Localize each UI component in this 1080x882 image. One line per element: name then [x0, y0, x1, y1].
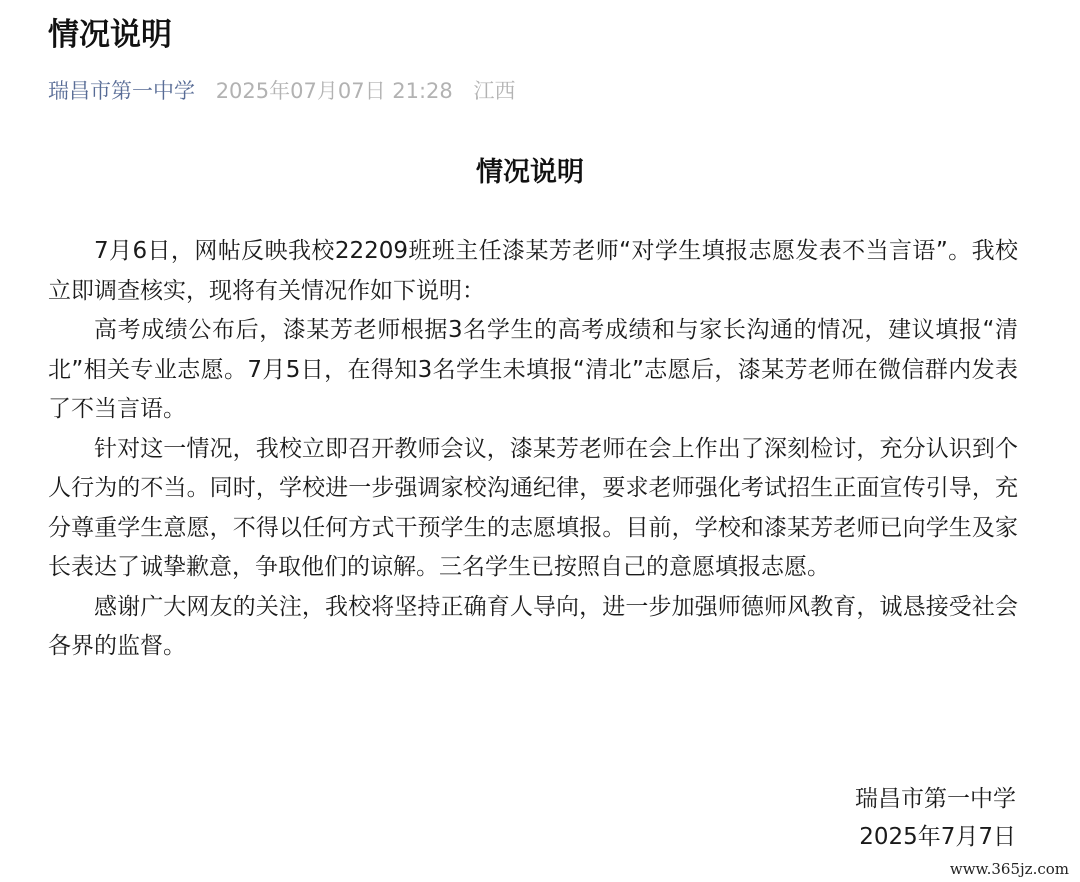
signature-date: 2025年7月7日	[859, 824, 1016, 850]
article-meta	[48, 72, 515, 110]
publish-time: 2025年07月07日 21:28	[215, 79, 453, 103]
article-body	[48, 232, 1018, 667]
publish-location: 江西	[473, 79, 516, 103]
page-title: 情况说明	[48, 17, 172, 53]
paragraph-1: 7月6日，网帖反映我校22209班班主任漆某芳老师“对学生填报志愿发表不当言语”。我校立即调查核实，现将有关情况作如下说明：	[48, 238, 1018, 304]
site-watermark: www.365jz.com	[947, 860, 1072, 878]
paragraph-4: 感谢广大网友的关注，我校将坚持正确育人导向，进一步加强师德师风教育，诚恳接受社会各界的监督。	[48, 593, 1018, 659]
article-heading: 情况说明	[476, 157, 584, 188]
account-name-link[interactable]: 瑞昌市第一中学	[48, 79, 195, 103]
signature-block	[855, 780, 1016, 856]
paragraph-2: 高考成绩公布后，漆某芳老师根据3名学生的高考成绩和与家长沟通的情况，建议填报“清北”相关专业志愿。7月5日，在得知3名学生未填报“清北”志愿后，漆某芳老师在微信群内发表了不当言语。	[48, 317, 1018, 422]
paragraph-3: 针对这一情况，我校立即召开教师会议，漆某芳老师在会上作出了深刻检讨，充分认识到个人行为的不当。同时，学校进一步强调家校沟通纪律，要求老师强化考试招生正面宣传引导，充分尊重学生意愿，不得以任何方式干预学生的志愿填报。目前，学校和漆某芳老师已向学生及家长表达了诚挚歉意，争取他们的谅解。三名学生已按照自己的意愿填报志愿。	[48, 435, 1018, 580]
signature-org: 瑞昌市第一中学	[855, 786, 1016, 812]
